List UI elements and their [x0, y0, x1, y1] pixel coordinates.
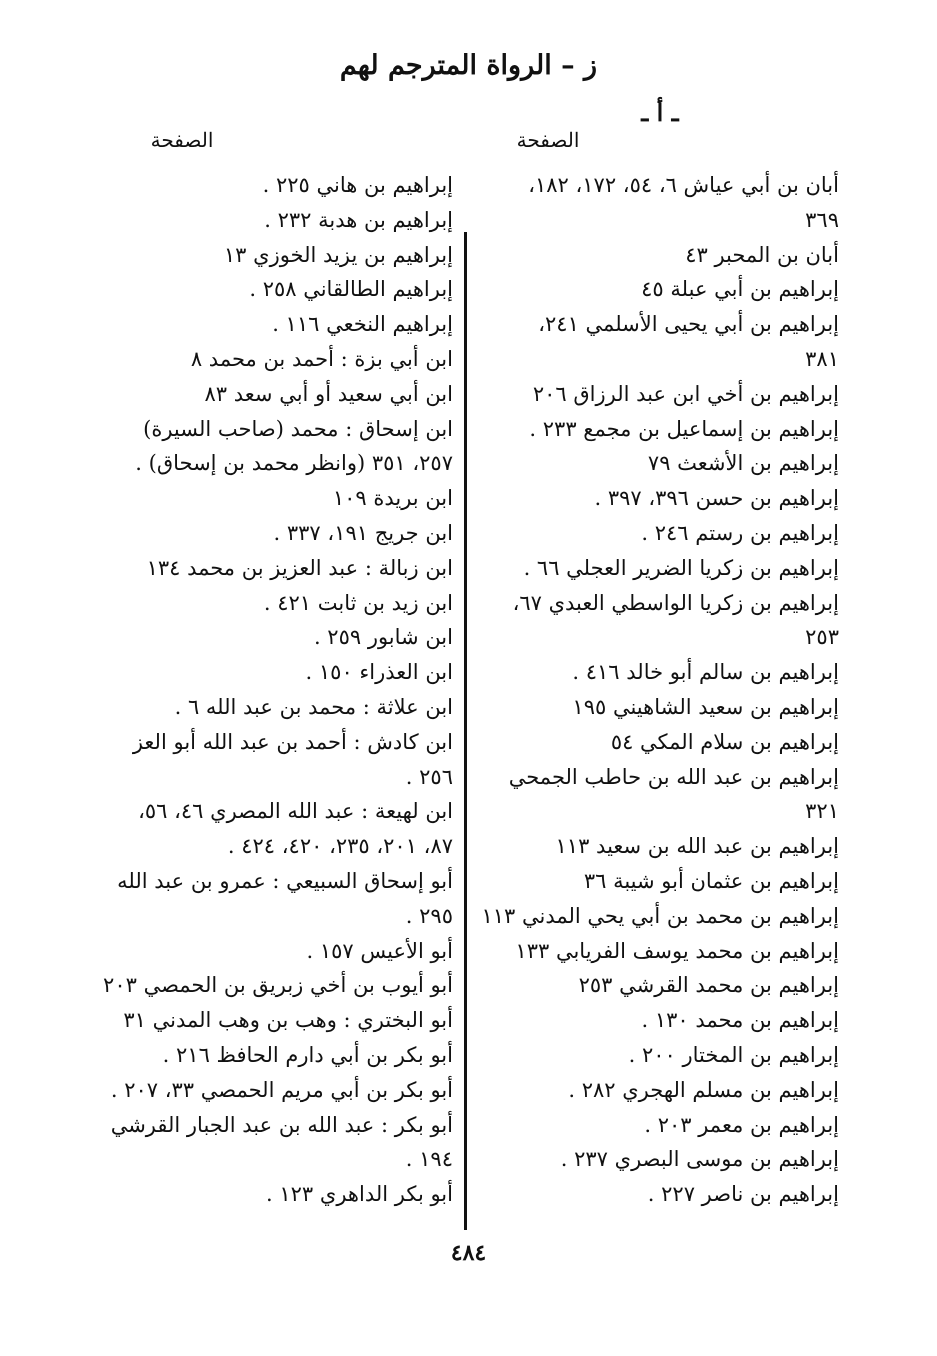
index-entry: إبراهيم بن زكريا الواسطي العبدي ٦٧،: [512, 590, 839, 615]
index-entry: إبراهيم بن أخي ابن عبد الرزاق ٢٠٦: [532, 381, 839, 406]
index-entry: إبراهيم بن إسماعيل بن مجمع ٢٣٣ .: [529, 416, 839, 441]
index-entry: إبراهيم بن سالم أبو خالد ٤١٦ .: [572, 660, 839, 685]
column-header-right: الصفحة: [516, 128, 580, 152]
index-entry: أبان بن أبي عياش ٦، ٥٤، ١٧٢، ١٨٢،: [528, 173, 839, 197]
index-entry: إبراهيم بن يزيد الخوزي ١٣: [223, 242, 453, 267]
index-entry: إبراهيم بن معمر ٢٠٣ .: [644, 1112, 839, 1137]
index-entry: ابن شابور ٢٥٩ .: [313, 625, 453, 650]
page-number: ٤٨٤: [450, 1240, 487, 1266]
index-entry: أبو بكر : عبد الله بن عبد الجبار القرشي: [110, 1112, 453, 1137]
index-entry: ٢٥٣: [805, 625, 839, 650]
index-entry: إبراهيم بن عبد الله بن سعيد ١١٣: [555, 834, 839, 859]
index-entry: أبو بكر الداهري ١٢٣ .: [266, 1182, 453, 1207]
index-column-right: [481, 168, 839, 1212]
index-entry: أبو الأعيس ١٥٧ .: [306, 938, 453, 963]
index-column-left: [96, 168, 453, 1212]
index-entry: إبراهيم بن محمد بن أبي يحي المدني ١١٣: [481, 903, 839, 928]
index-entry: ابن أبي سعيد أو أبي سعد ٨٣: [204, 381, 453, 406]
index-entry: إبراهيم بن حسن ٣٩٦، ٣٩٧ .: [594, 486, 839, 511]
index-entry: إبراهيم بن أبي عبلة ٤٥: [641, 277, 839, 302]
index-entry: أبو بكر بن أبي مريم الحمصي ٣٣، ٢٠٧ .: [110, 1077, 453, 1102]
index-entry: إبراهيم بن رستم ٢٤٦ .: [641, 520, 839, 545]
index-entry: أبو بكر بن أبي دارم الحافظ ٢١٦ .: [162, 1042, 453, 1067]
index-entry: ابن العذراء ١٥٠ .: [305, 660, 453, 685]
index-entry: إبراهيم بن ناصر ٢٢٧ .: [647, 1182, 839, 1207]
index-entry: ابن بريدة ١٠٩: [332, 486, 453, 511]
index-entry: ابن جريج ١٩١، ٣٣٧ .: [273, 520, 453, 545]
index-entry: إبراهيم بن زكريا الضرير العجلي ٦٦ .: [523, 555, 839, 580]
index-entry: أبو البختري : وهب بن وهب المدني ٣١: [123, 1008, 453, 1033]
column-divider: [464, 232, 467, 1230]
index-entry: إبراهيم بن سلام المكي ٥٤: [610, 729, 839, 754]
index-entry: إبراهيم بن محمد يوسف الفريابي ١٣٣: [515, 938, 839, 963]
index-entry: إبراهيم الطالقاني ٢٥٨ .: [249, 277, 453, 302]
index-entry: ابن إسحاق : محمد (صاحب السيرة): [143, 416, 453, 441]
index-entry: إبراهيم بن عبد الله بن حاطب الجمحي: [508, 764, 839, 789]
index-entry: أبو أيوب بن أخي زبريق بن الحمصي ٢٠٣: [103, 973, 453, 998]
index-entry: إبراهيم بن عثمان أبو شيبة ٣٦: [583, 868, 839, 893]
index-entry: أبو إسحاق السبيعي : عمرو بن عبد الله: [117, 868, 453, 893]
index-entry: ٢٥٧، ٣٥١ (وانظر محمد بن إسحاق) .: [135, 451, 453, 476]
index-entry: إبراهيم النخعي ١١٦ .: [272, 312, 453, 337]
index-entry: إبراهيم بن هدبة ٢٣٢ .: [264, 207, 453, 232]
index-entry: إبراهيم بن سعيد الشاهيني ١٩٥: [572, 694, 839, 719]
index-entry: إبراهيم بن مسلم الهجري ٢٨٢ .: [568, 1077, 839, 1102]
index-entry: إبراهيم بن الأشعث ٧٩: [647, 451, 839, 476]
index-entry: إبراهيم بن محمد ١٣٠ .: [641, 1008, 839, 1033]
index-entry: ٨٧، ٢٠١، ٢٣٥، ٤٢٠، ٤٢٤ .: [227, 834, 453, 859]
index-entry: إبراهيم بن موسى البصري ٢٣٧ .: [560, 1147, 839, 1172]
index-entry: إبراهيم بن هاني ٢٢٥ .: [262, 173, 453, 197]
index-entry: ابن زيد بن ثابت ٤٢١ .: [263, 590, 453, 615]
page-title: ز – الرواة المترجم لهم: [339, 50, 598, 81]
index-entry: أبان بن المحبر ٤٣: [685, 242, 839, 267]
index-entry: ٣٦٩: [805, 207, 839, 232]
index-entry: ٢٩٥ .: [405, 903, 453, 928]
index-entry: ابن لهيعة : عبد الله المصري ٤٦، ٥٦،: [138, 799, 453, 824]
index-entry: ٣٨١: [805, 346, 839, 371]
column-header-left: الصفحة: [150, 128, 214, 152]
index-entry: إبراهيم بن أبي يحيى الأسلمي ٢٤١،: [538, 312, 839, 337]
index-entry: ٣٢١: [805, 799, 839, 824]
index-entry: ٢٥٦ .: [405, 764, 453, 789]
index-entry: ابن كادش : أحمد بن عبد الله أبو العز: [132, 729, 453, 754]
section-letter: ـ أ ـ: [641, 98, 679, 127]
index-entry: إبراهيم بن المختار ٢٠٠ .: [628, 1042, 839, 1067]
index-entry: ابن أبي بزة : أحمد بن محمد ٨: [190, 346, 453, 371]
index-entry: ابن زبالة : عبد العزيز بن محمد ١٣٤: [146, 555, 453, 580]
index-entry: إبراهيم بن محمد القرشي ٢٥٣: [578, 973, 839, 998]
index-entry: ١٩٤ .: [405, 1147, 453, 1172]
index-entry: ابن علاثة : محمد بن عبد الله ٦ .: [174, 694, 453, 719]
